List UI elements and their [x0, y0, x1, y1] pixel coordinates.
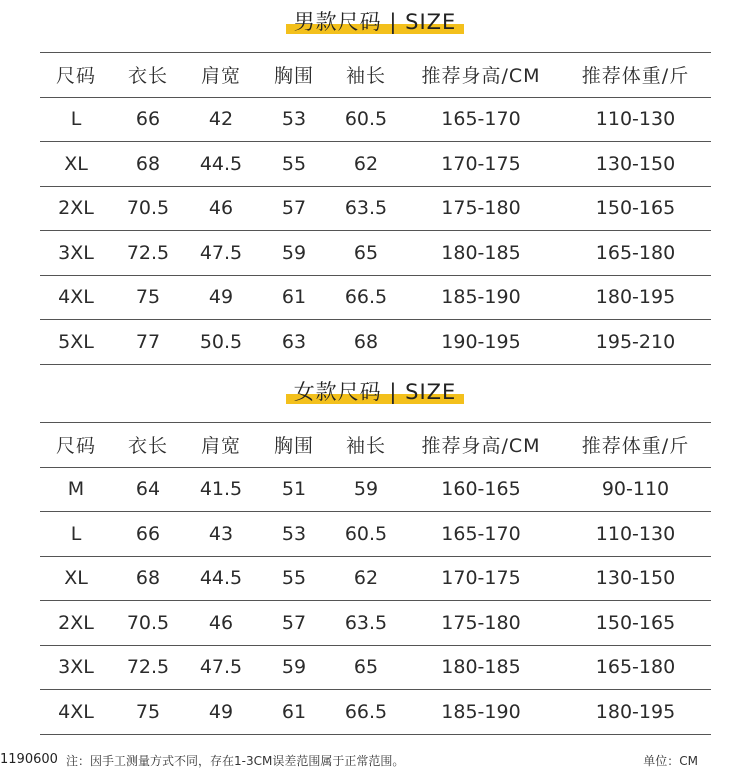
table-cell: 55 [258, 556, 330, 601]
table-cell: 170-175 [402, 142, 560, 187]
table-cell: 180-185 [402, 231, 560, 276]
women-size-table [40, 422, 711, 735]
table-cell: 65 [330, 231, 402, 276]
table-cell: 72.5 [112, 231, 184, 276]
table-cell: 165-180 [560, 231, 711, 276]
table-cell: 72.5 [112, 645, 184, 690]
column-header: 衣长 [112, 53, 184, 98]
table-cell: 60.5 [330, 512, 402, 557]
men-size-title [0, 6, 750, 36]
table-cell: 43 [184, 512, 258, 557]
table-cell: 175-180 [402, 186, 560, 231]
table-cell: 62 [330, 142, 402, 187]
table-row [40, 601, 711, 646]
table-cell: 165-170 [402, 97, 560, 142]
table-cell: 66.5 [330, 275, 402, 320]
table-row [40, 97, 711, 142]
table-cell: 66 [112, 97, 184, 142]
table-cell: 49 [184, 690, 258, 735]
table-cell: 75 [112, 690, 184, 735]
table-cell: 41.5 [184, 467, 258, 512]
table-cell: 66 [112, 512, 184, 557]
table-cell: 2XL [40, 601, 112, 646]
table-cell: 3XL [40, 645, 112, 690]
table-cell: 61 [258, 275, 330, 320]
table-cell: 68 [112, 556, 184, 601]
table-cell: 68 [112, 142, 184, 187]
table-cell: 5XL [40, 320, 112, 365]
table-cell: 44.5 [184, 142, 258, 187]
table-cell: 190-195 [402, 320, 560, 365]
table-cell: 63.5 [330, 186, 402, 231]
table-cell: L [40, 512, 112, 557]
table-cell: 50.5 [184, 320, 258, 365]
table-cell: 46 [184, 186, 258, 231]
table-cell: 68 [330, 320, 402, 365]
table-cell: 61 [258, 690, 330, 735]
table-cell: M [40, 467, 112, 512]
table-cell: 44.5 [184, 556, 258, 601]
table-cell: 130-150 [560, 556, 711, 601]
table-row [40, 467, 711, 512]
table-cell: 55 [258, 142, 330, 187]
table-cell: 150-165 [560, 186, 711, 231]
column-header: 推荐体重/斤 [560, 423, 711, 468]
column-header: 推荐体重/斤 [560, 53, 711, 98]
table-cell: 47.5 [184, 231, 258, 276]
table-cell: 49 [184, 275, 258, 320]
table-cell: 4XL [40, 690, 112, 735]
measurement-note: 注：因手工测量方式不同，存在1-3CM误差范围属于正常范围。 [66, 754, 405, 768]
table-row [40, 645, 711, 690]
column-header: 尺码 [40, 423, 112, 468]
table-cell: 63 [258, 320, 330, 365]
table-cell: XL [40, 556, 112, 601]
column-header: 推荐身高/CM [402, 53, 560, 98]
header-row [40, 423, 711, 468]
unit-label: 单位：CM [643, 754, 698, 768]
table-cell: 180-185 [402, 645, 560, 690]
table-row [40, 275, 711, 320]
column-header: 推荐身高/CM [402, 423, 560, 468]
table-cell: 90-110 [560, 467, 711, 512]
table-cell: 195-210 [560, 320, 711, 365]
table-cell: 51 [258, 467, 330, 512]
table-row [40, 231, 711, 276]
table-cell: L [40, 97, 112, 142]
table-row [40, 186, 711, 231]
table-cell: 175-180 [402, 601, 560, 646]
table-cell: 70.5 [112, 601, 184, 646]
product-id: 1190600 [0, 752, 58, 767]
table-cell: 75 [112, 275, 184, 320]
table-cell: 70.5 [112, 186, 184, 231]
table-row [40, 142, 711, 187]
table-cell: 185-190 [402, 690, 560, 735]
table-cell: 59 [330, 467, 402, 512]
table-cell: 2XL [40, 186, 112, 231]
men-size-table [40, 52, 711, 365]
column-header: 尺码 [40, 53, 112, 98]
table-cell: 42 [184, 97, 258, 142]
table-cell: 64 [112, 467, 184, 512]
column-header: 肩宽 [184, 53, 258, 98]
table-cell: 180-195 [560, 690, 711, 735]
table-cell: 65 [330, 645, 402, 690]
women-size-title [0, 376, 750, 406]
column-header: 袖长 [330, 53, 402, 98]
table-cell: 46 [184, 601, 258, 646]
table-cell: 59 [258, 231, 330, 276]
table-cell: 66.5 [330, 690, 402, 735]
table-cell: 180-195 [560, 275, 711, 320]
column-header: 胸围 [258, 423, 330, 468]
table-cell: 170-175 [402, 556, 560, 601]
table-cell: 160-165 [402, 467, 560, 512]
table-cell: 77 [112, 320, 184, 365]
table-cell: 60.5 [330, 97, 402, 142]
table-row [40, 512, 711, 557]
table-cell: 53 [258, 97, 330, 142]
men-title-text: 男款尺码 | SIZE [293, 10, 457, 34]
women-title-text: 女款尺码 | SIZE [293, 380, 457, 404]
table-cell: 130-150 [560, 142, 711, 187]
table-cell: 3XL [40, 231, 112, 276]
header-row [40, 53, 711, 98]
table-row [40, 320, 711, 365]
column-header: 肩宽 [184, 423, 258, 468]
table-cell: 53 [258, 512, 330, 557]
table-cell: 110-130 [560, 512, 711, 557]
table-row [40, 556, 711, 601]
table-cell: 63.5 [330, 601, 402, 646]
column-header: 袖长 [330, 423, 402, 468]
column-header: 胸围 [258, 53, 330, 98]
table-cell: 150-165 [560, 601, 711, 646]
table-cell: 4XL [40, 275, 112, 320]
table-cell: XL [40, 142, 112, 187]
table-cell: 165-180 [560, 645, 711, 690]
table-cell: 165-170 [402, 512, 560, 557]
table-cell: 57 [258, 601, 330, 646]
table-cell: 59 [258, 645, 330, 690]
table-cell: 110-130 [560, 97, 711, 142]
table-row [40, 690, 711, 735]
table-cell: 185-190 [402, 275, 560, 320]
column-header: 衣长 [112, 423, 184, 468]
table-cell: 62 [330, 556, 402, 601]
table-cell: 57 [258, 186, 330, 231]
table-cell: 47.5 [184, 645, 258, 690]
